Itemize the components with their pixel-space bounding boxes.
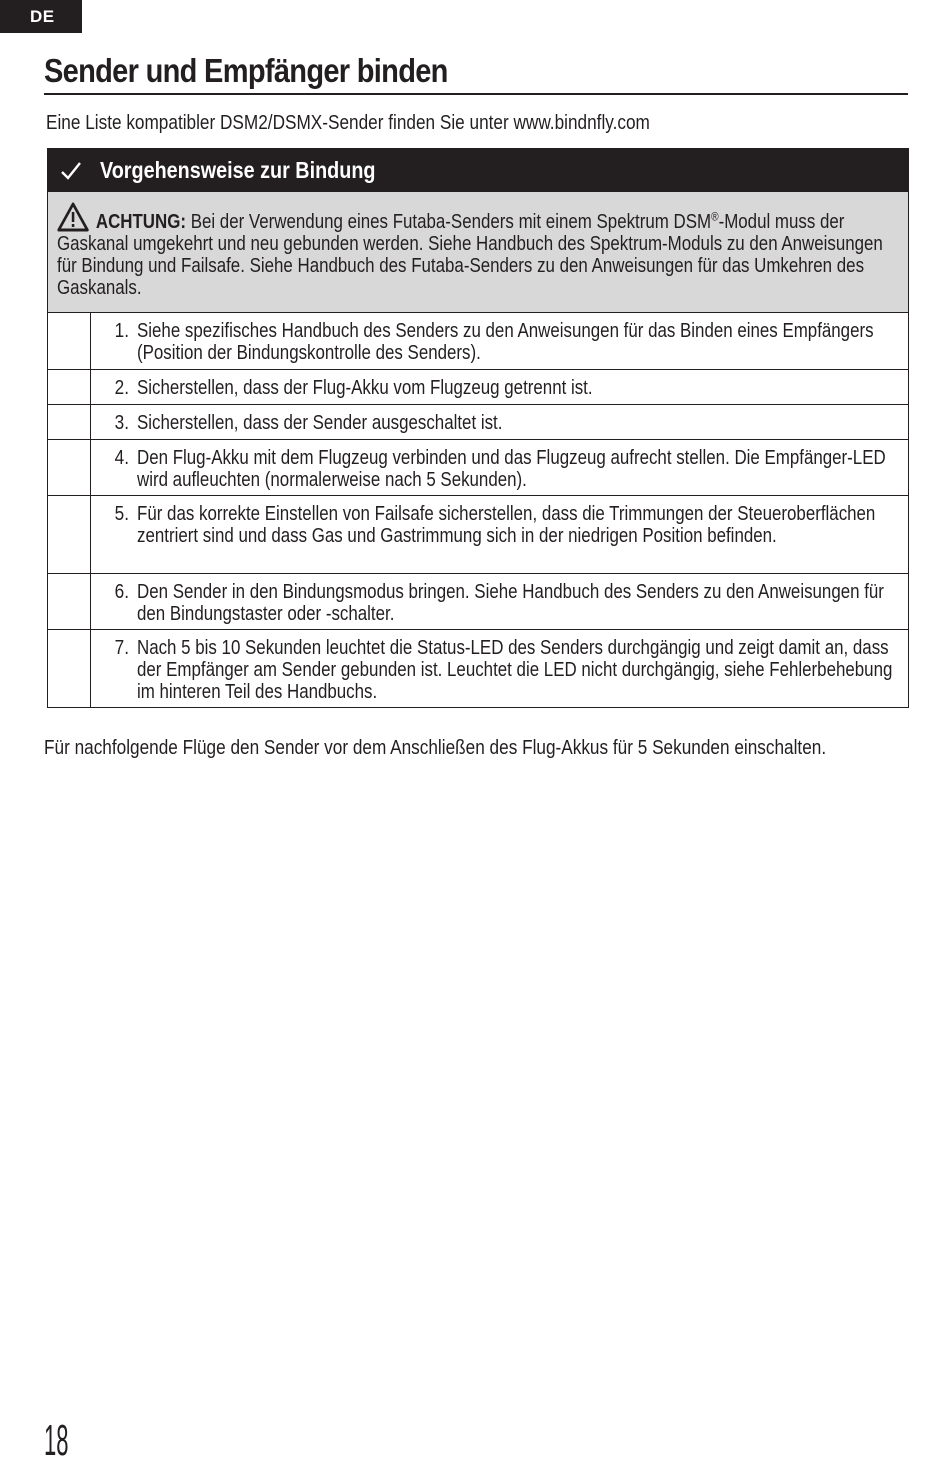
warning-text <box>57 202 902 299</box>
step-row <box>48 313 908 370</box>
step-checkbox[interactable] <box>48 370 91 404</box>
step-checkbox[interactable] <box>48 440 91 495</box>
step-checkbox[interactable] <box>48 496 91 573</box>
binding-procedure-table <box>47 148 909 708</box>
warning-triangle-icon <box>57 202 89 232</box>
procedure-title: Vorgehensweise zur Bindung <box>100 157 376 183</box>
language-tab: DE <box>0 0 82 33</box>
step-checkbox[interactable] <box>48 313 91 369</box>
page-title: Sender und Empfänger binden <box>44 52 448 89</box>
step-number: 3. <box>114 412 129 434</box>
title-divider <box>44 93 908 95</box>
step-number: 5. <box>114 503 129 525</box>
step-checkbox[interactable] <box>48 405 91 439</box>
step-number: 6. <box>114 581 129 603</box>
step-row <box>48 630 908 707</box>
step-row <box>48 496 908 574</box>
step-number: 4. <box>114 447 129 469</box>
page-number: 18 <box>44 1416 69 1465</box>
step-text: Den Flug-Akku mit dem Flugzeug verbinden und das Flugzeug aufrecht stellen. Die Empfänger-LED wird aufleuchten (normalerweise nach 5 Sekunden). <box>137 447 886 491</box>
step-number: 7. <box>114 637 129 659</box>
step-row <box>48 440 908 496</box>
step-checkbox[interactable] <box>48 630 91 707</box>
procedure-header <box>48 149 908 192</box>
step-row <box>48 405 908 440</box>
warning-body-end: -Modul muss der Gaskanal umgekehrt und neu gebunden werden. Siehe Handbuch des Spektrum-Moduls zu den Anweisungen für Bindung und Failsafe. Siehe Handbuch des Futaba-Senders zu den Anweisungen für das Umkehren des Gaskanals. <box>57 211 883 299</box>
step-row <box>48 370 908 405</box>
registered-mark: ® <box>711 209 719 224</box>
step-text: Nach 5 bis 10 Sekunden leuchtet die Status-LED des Senders durchgängig und zeigt damit an, dass der Empfänger am Sender gebunden ist. Leuchtet die LED nicht durchgängig, siehe Fehlerbehebung im hinteren Teil des Handbuchs. <box>137 637 893 703</box>
step-text: Sicherstellen, dass der Flug-Akku vom Flugzeug getrennt ist. <box>137 377 593 399</box>
intro-text: Eine Liste kompatibler DSM2/DSMX-Sender finden Sie unter www.bindnfly.com <box>46 112 650 134</box>
step-number: 1. <box>114 320 129 342</box>
step-text: Den Sender in den Bindungsmodus bringen. Siehe Handbuch des Senders zu den Anweisungen für den Bindungstaster oder -schalter. <box>137 581 884 625</box>
warning-box <box>48 192 908 313</box>
check-icon <box>60 160 82 182</box>
step-number: 2. <box>114 377 129 399</box>
step-checkbox[interactable] <box>48 574 91 629</box>
step-text: Für das korrekte Einstellen von Failsafe sicherstellen, dass die Trimmungen der Steueroberflächen zentriert sind und dass Gas und Gastrimmung sich in der niedrigen Position befinden. <box>137 503 876 547</box>
warning-label: ACHTUNG: <box>95 211 186 233</box>
step-text: Sicherstellen, dass der Sender ausgeschaltet ist. <box>137 412 503 434</box>
warning-body-start: Bei der Verwendung eines Futaba-Senders mit einem Spektrum DSM <box>185 211 712 233</box>
footnote-text: Für nachfolgende Flüge den Sender vor dem Anschließen des Flug-Akkus für 5 Sekunden einschalten. <box>44 737 827 759</box>
steps-list <box>48 313 908 707</box>
step-text: Siehe spezifisches Handbuch des Senders zu den Anweisungen für das Binden eines Empfängers (Position der Bindungskontrolle des Senders). <box>137 320 874 364</box>
step-row <box>48 574 908 630</box>
